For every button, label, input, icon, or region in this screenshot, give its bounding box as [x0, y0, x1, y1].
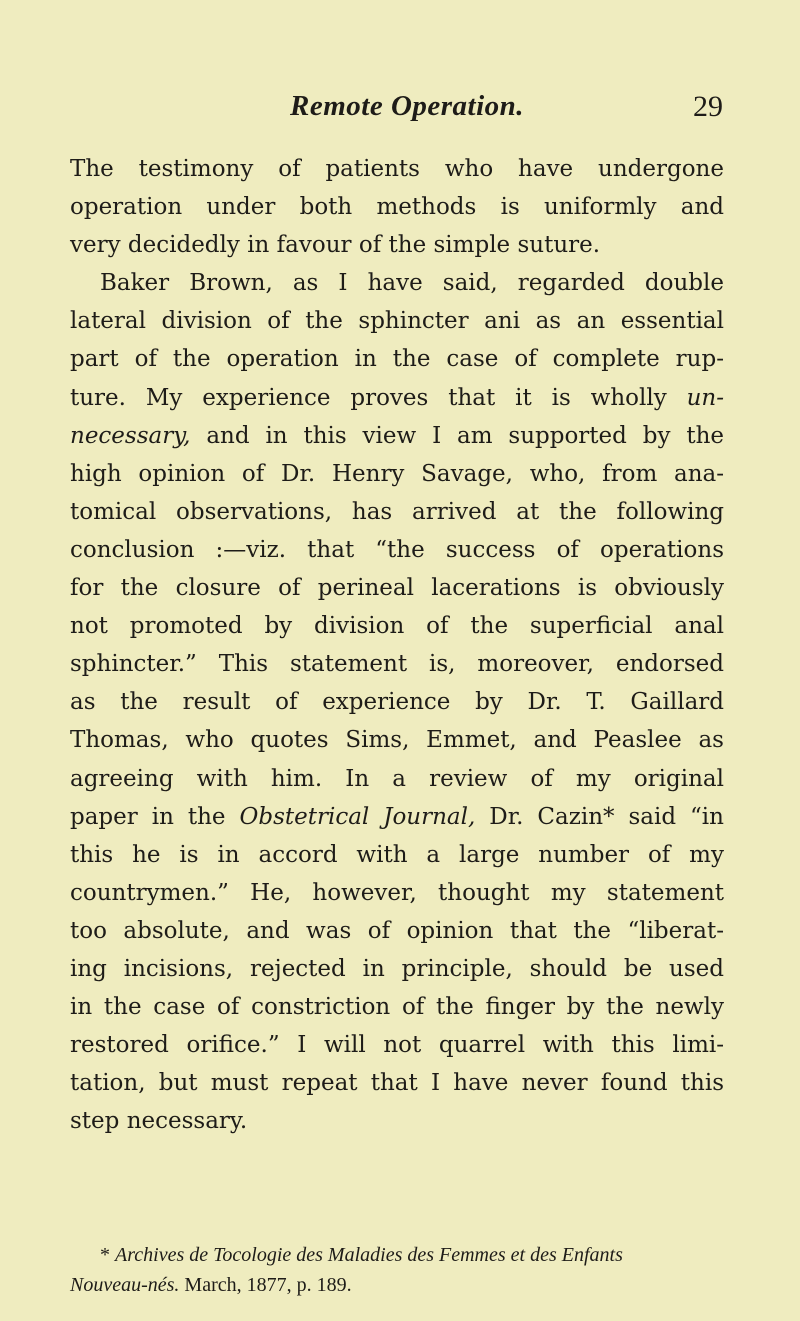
body-line — [70, 150, 724, 188]
text-run: in the case of constriction of the finger by the newly — [70, 994, 724, 1021]
body-line — [70, 379, 724, 417]
text-run: this he is in accord with a large number of my — [70, 841, 724, 868]
text-run: tomical observations, has arrived at the following — [70, 498, 724, 525]
text-run: tation, but must repeat that I have never found this — [70, 1070, 724, 1097]
text-run: restored orifice.” I will not quarrel with this limi- — [70, 1032, 724, 1059]
text-run: paper in the — [70, 803, 240, 830]
text-run: operation under both methods is uniformly and — [70, 194, 724, 221]
italic-text: Archives de Tocologie des Maladies des Femmes et des Enfants — [115, 1244, 623, 1266]
body-line — [70, 607, 724, 645]
body-line — [70, 683, 724, 721]
body-line — [70, 455, 724, 493]
italic-text: necessary, — [70, 422, 191, 449]
text-run: as the result of experience by Dr. T. Gaillard — [70, 689, 724, 716]
footnote-line — [70, 1270, 724, 1300]
text-run: * — [100, 1244, 115, 1266]
italic-text: Obstetrical Journal, — [239, 803, 476, 830]
text-run: ing incisions, rejected in principle, should be used — [70, 955, 724, 982]
body-line — [70, 912, 724, 950]
text-run: agreeing with him. In a review of my original — [70, 765, 724, 792]
body-line — [70, 226, 724, 264]
body-line — [70, 798, 724, 836]
body-line — [70, 950, 724, 988]
italic-text: un- — [686, 384, 724, 411]
text-run: sphincter.” This statement is, moreover, endorsed — [70, 651, 724, 678]
body-line — [70, 493, 724, 531]
body-line — [70, 1102, 724, 1140]
body-line — [70, 836, 724, 874]
body-line — [70, 188, 724, 226]
text-run: part of the operation in the case of complete rup- — [70, 346, 724, 373]
body-line — [70, 340, 724, 378]
body-line — [70, 569, 724, 607]
text-run: for the closure of perineal lacerations is obviously — [70, 575, 724, 602]
body-line — [70, 645, 724, 683]
text-run: step necessary. — [70, 1108, 248, 1135]
footnote — [70, 1240, 724, 1300]
body-line — [70, 1064, 724, 1102]
text-run: countrymen.” He, however, thought my statement — [70, 879, 724, 906]
text-run: and in this view I am supported by the — [190, 422, 724, 449]
body-line — [70, 302, 724, 340]
text-run: lateral division of the sphincter ani as an essential — [70, 308, 724, 335]
body-line — [70, 1026, 724, 1064]
body-line — [70, 417, 724, 455]
text-run: conclusion :—viz. that “the success of operations — [70, 536, 724, 563]
body-line — [70, 988, 724, 1026]
body-line — [70, 760, 724, 798]
text-run: too absolute, and was of opinion that the “liberat- — [70, 917, 724, 944]
text-run: very decidedly in favour of the simple suture. — [70, 232, 601, 259]
text-run: high opinion of Dr. Henry Savage, who, from ana- — [70, 460, 724, 487]
page-number: 29 — [693, 90, 723, 123]
text-run: Baker Brown, as I have said, regarded double — [100, 270, 724, 297]
running-head-title: Remote Operation. — [290, 90, 525, 122]
footnote-line — [70, 1240, 724, 1270]
text-run: not promoted by division of the superficial anal — [70, 613, 724, 640]
body-line — [70, 721, 724, 759]
body-text — [70, 150, 724, 1140]
italic-text: Nouveau-nés. — [70, 1274, 180, 1296]
text-run: March, 1877, p. 189. — [179, 1274, 352, 1296]
body-line — [70, 264, 724, 302]
text-run: Thomas, who quotes Sims, Emmet, and Peaslee as — [70, 727, 724, 754]
running-head — [0, 90, 800, 130]
body-line — [70, 874, 724, 912]
text-run: ture. My experience proves that it is wholly — [70, 384, 687, 411]
text-run: Dr. Cazin* said “in — [475, 803, 724, 830]
body-line — [70, 531, 724, 569]
text-run: The testimony of patients who have undergone — [70, 156, 724, 182]
